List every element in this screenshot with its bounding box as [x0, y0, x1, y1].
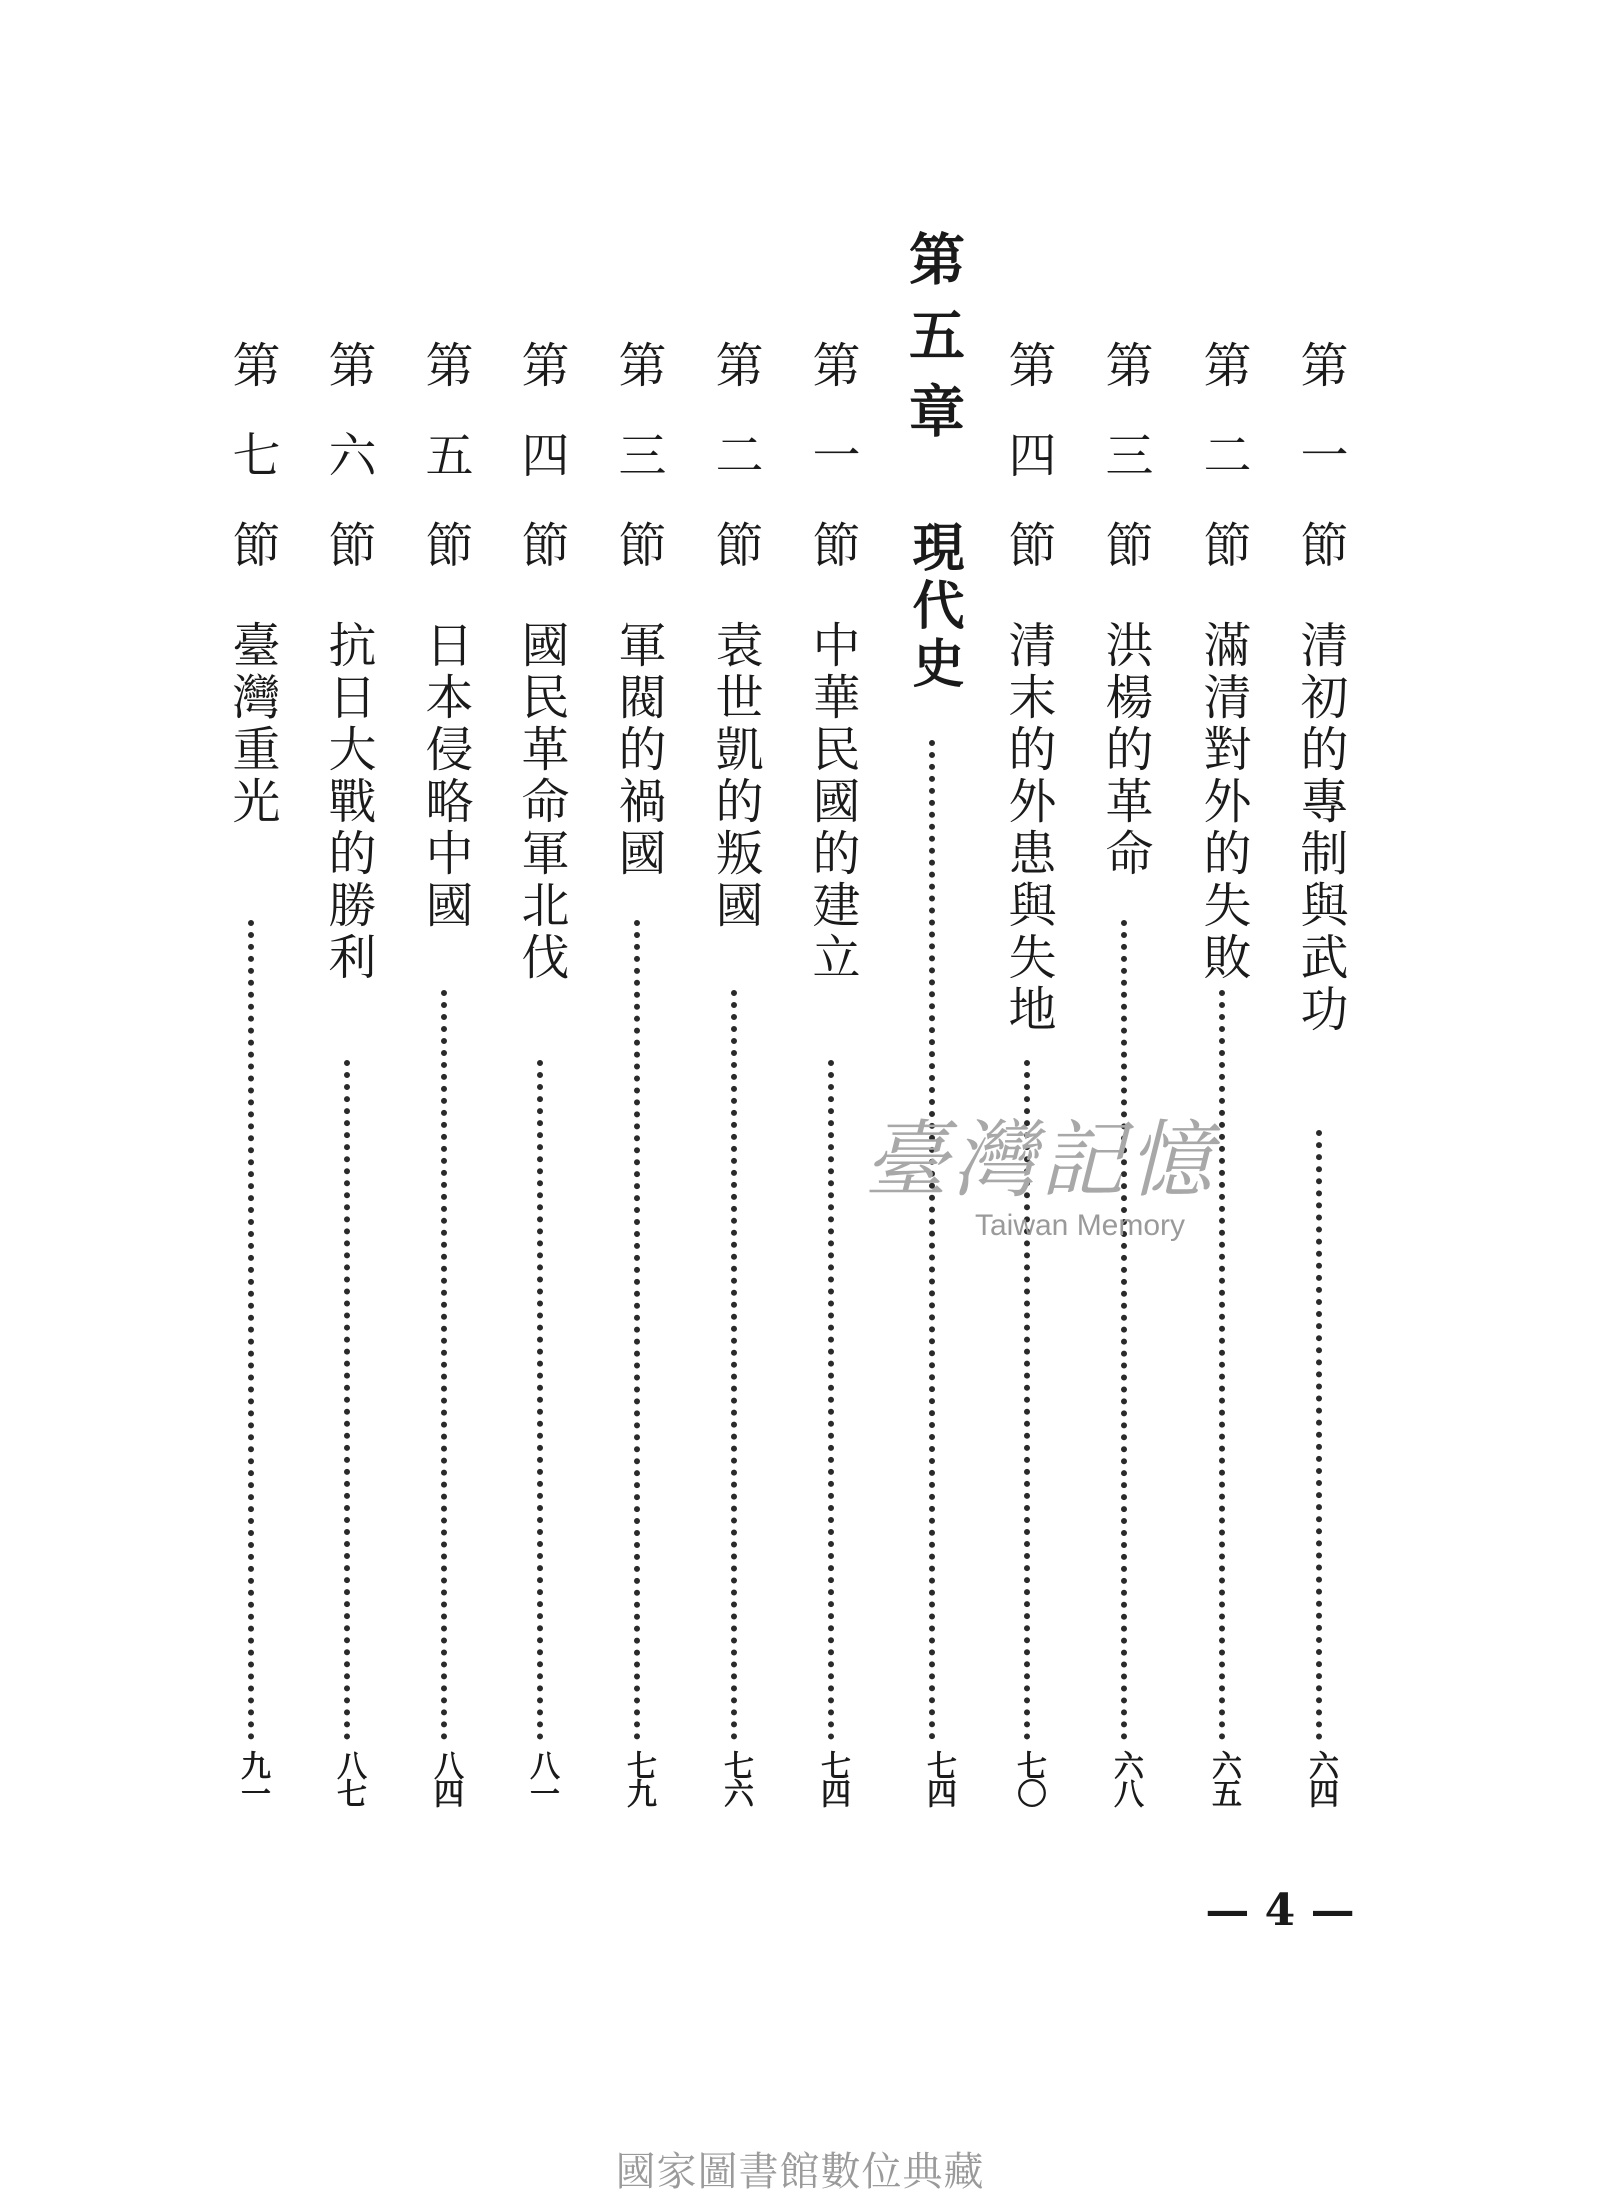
toc-entry	[313, 340, 383, 1840]
section-label: 第二節	[1195, 340, 1251, 610]
dot-leader	[344, 1060, 350, 1740]
dot-leader	[1316, 1130, 1322, 1740]
footer-collection-label: 國家圖書館數位典藏	[615, 2149, 985, 2195]
section-label: 第五節	[417, 340, 473, 610]
toc-entry	[797, 340, 867, 1840]
section-title: 國民革命軍北伐	[513, 620, 569, 984]
page-number: — 4 —	[1205, 1885, 1355, 1936]
section-label: 第三節	[1097, 340, 1153, 610]
section-label: 第四節	[513, 340, 569, 610]
section-page: 九一	[235, 1750, 270, 1806]
section-page: 六五	[1206, 1750, 1241, 1806]
section-label: 第三節	[610, 340, 666, 610]
section-page: 七〇	[1011, 1750, 1046, 1806]
chapter-heading	[893, 230, 973, 1830]
toc-entry	[993, 340, 1063, 1840]
dot-leader	[537, 1060, 543, 1740]
toc-entry	[603, 340, 673, 1840]
section-page: 七六	[718, 1750, 753, 1806]
toc-entry	[217, 340, 287, 1840]
section-label: 第四節	[1000, 340, 1056, 610]
section-title: 臺灣重光	[224, 620, 280, 828]
watermark	[800, 1105, 1280, 1243]
dot-leader	[1219, 990, 1225, 1740]
section-title: 清末的外患與失地	[1000, 620, 1056, 1036]
toc-entry	[1090, 340, 1160, 1840]
section-page: 六八	[1108, 1750, 1143, 1806]
chapter-page: 七四	[921, 1750, 956, 1806]
section-label: 第七節	[224, 340, 280, 610]
dot-leader	[731, 990, 737, 1740]
dot-leader	[441, 990, 447, 1740]
section-title: 抗日大戰的勝利	[320, 620, 376, 984]
watermark-chinese: 臺灣記憶	[863, 1111, 1216, 1209]
section-label: 第一節	[804, 340, 860, 610]
section-title: 中華民國的建立	[804, 620, 860, 984]
section-page: 八一	[524, 1750, 559, 1806]
section-label: 第二節	[707, 340, 763, 610]
dot-leader	[634, 920, 640, 1740]
dot-leader	[248, 920, 254, 1740]
toc-entry	[700, 340, 770, 1840]
section-page: 六四	[1303, 1750, 1338, 1806]
section-label: 第一節	[1292, 340, 1348, 610]
watermark-english: Taiwan Memory	[974, 1209, 1186, 1242]
section-page: 八七	[331, 1750, 366, 1806]
toc-entry	[410, 340, 480, 1840]
chapter-title: 現代史	[903, 520, 964, 694]
section-page: 八四	[428, 1750, 463, 1806]
section-title: 日本侵略中國	[417, 620, 473, 932]
section-page: 七四	[815, 1750, 850, 1806]
chapter-label: 第五章	[900, 230, 966, 458]
toc-entry	[1188, 340, 1258, 1840]
section-title: 洪楊的革命	[1097, 620, 1153, 880]
section-title: 軍閥的禍國	[610, 620, 666, 880]
dot-leader	[1121, 920, 1127, 1740]
toc-entry	[506, 340, 576, 1840]
section-title: 袁世凱的叛國	[707, 620, 763, 932]
section-label: 第六節	[320, 340, 376, 610]
section-title: 滿清對外的失敗	[1195, 620, 1251, 984]
section-page: 七九	[621, 1750, 656, 1806]
toc-entry	[1285, 340, 1355, 1840]
section-title: 清初的專制與武功	[1292, 620, 1348, 1036]
